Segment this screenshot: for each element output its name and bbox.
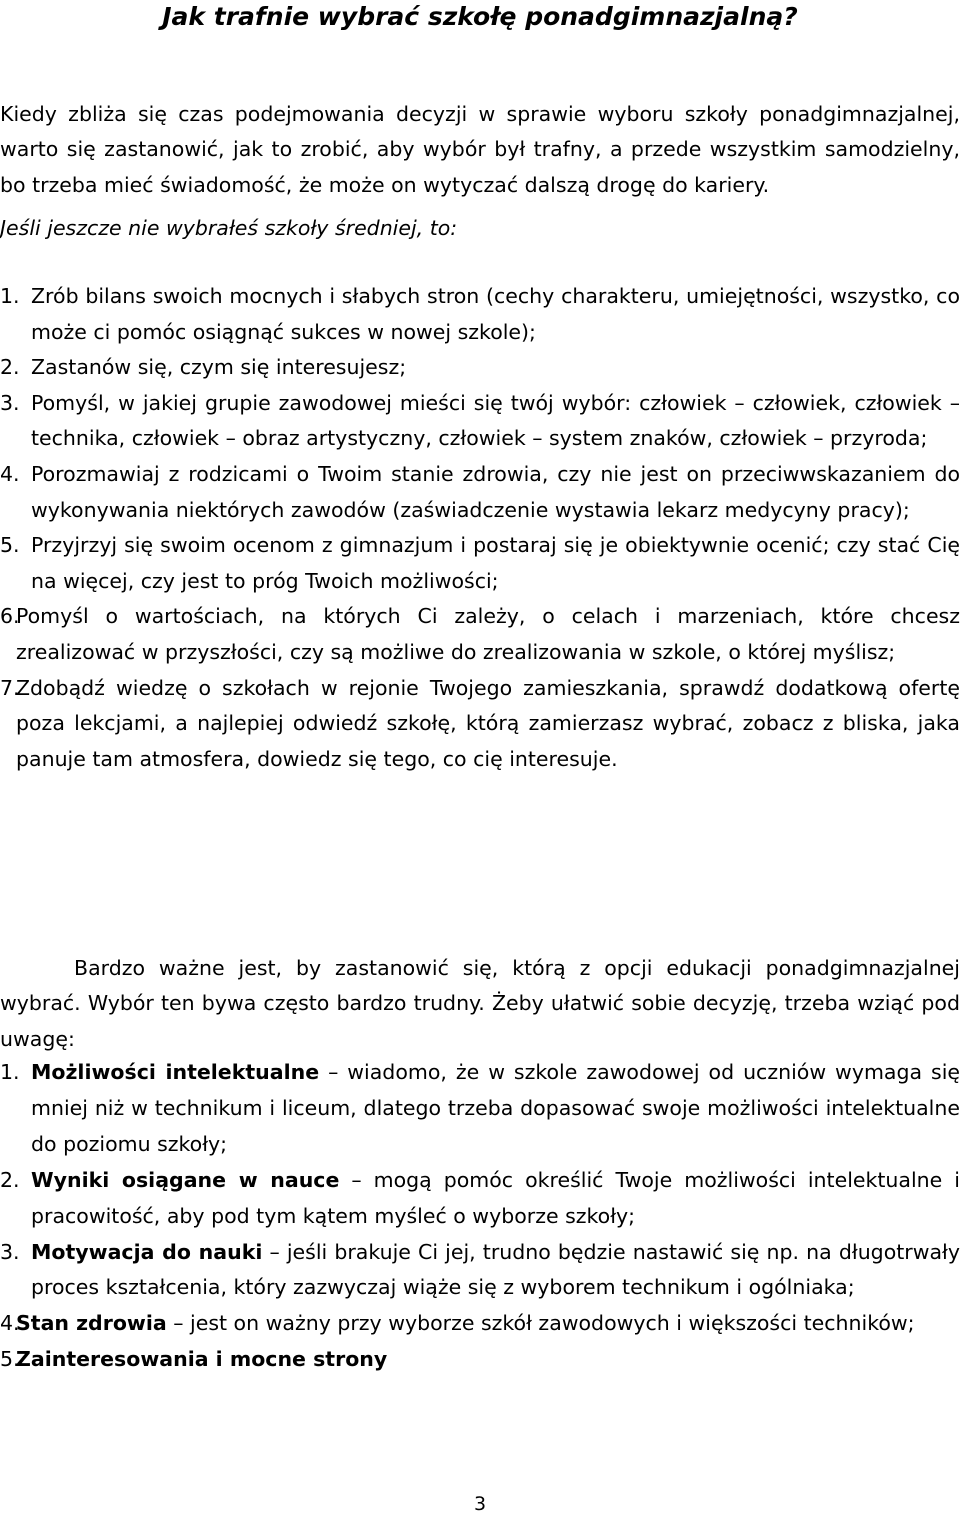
intro-paragraph: Kiedy zbliża się czas podejmowania decyzji w sprawie wyboru szkoły ponadgimnazjalnej, warto się zastanowić, jak to zrobić, aby wybór był trafny, a przede wszystkim samodzielny, bo trzeba mieć świadomość, że może on wytyczać dalszą drogę do kariery.: [0, 102, 960, 197]
list-item-text: Zrób bilans swoich mocnych i słabych stron (cechy charakteru, umiejętności, wszystko, co może ci pomóc osiągnąć sukces w nowej szkole);: [31, 284, 960, 344]
list-item: [0, 1306, 960, 1342]
list-item-text: Pomyśl, w jakiej grupie zawodowej mieści się twój wybór: człowiek – człowiek, człowiek – technika, człowiek – obraz artystyczny, człowiek – system znaków, człowiek – przyroda;: [31, 390, 960, 451]
list-item-heading: Zainteresowania i mocne strony: [16, 1347, 388, 1372]
steps-list: [0, 279, 960, 777]
list-item-heading: Wyniki osiągane w nauce: [31, 1167, 340, 1192]
list-item: [0, 1055, 960, 1163]
list-item: [0, 599, 960, 670]
list-item-text: – jeśli brakuje Ci jej, trudno będzie nastawić się np. na długotrwały proces kształcenia, który zazwyczaj wiąże się z wyborem technikum i ogólniaka;: [31, 1239, 960, 1300]
list-item-text: Przyjrzyj się swoim ocenom z gimnazjum i postaraj się je obiektywnie ocenić; czy stać Cię na więcej, czy jest to próg Twoich możliwości;: [31, 533, 960, 593]
list-item: [0, 671, 960, 778]
list-item-number: 3.: [0, 1239, 20, 1264]
list-item-heading: Stan zdrowia: [16, 1311, 167, 1336]
list-item-number: 3.: [0, 390, 20, 415]
list-item-number: 4.: [0, 1311, 20, 1336]
list-item-number: 6.: [0, 604, 20, 629]
list-item-number: 1.: [0, 284, 20, 308]
list-item-heading: Możliwości intelektualne: [31, 1060, 320, 1084]
page-number: 3: [473, 1493, 487, 1515]
document-title: Jak trafnie wybrać szkołę ponadgimnazjalną?: [162, 2, 798, 31]
list-item: [0, 386, 960, 457]
list-item-text: Porozmawiaj z rodzicami o Twoim stanie zdrowia, czy nie jest on przeciwwskazaniem do wykonywania niektórych zawodów (zaświadczenie wystawia lekarz medycyny pracy);: [31, 461, 960, 522]
considerations-paragraph: Bardzo ważne jest, by zastanowić się, którą z opcji edukacji ponadgimnazjalnej wybrać. Wybór ten bywa często bardzo trudny. Żeby ułatwić sobie decyzję, trzeba wziąć pod uwagę:: [0, 956, 960, 1051]
list-item: [0, 528, 960, 599]
list-item-text: Zastanów się, czym się interesujesz;: [31, 355, 407, 380]
list-item-number: 2.: [0, 355, 20, 380]
list-item-number: 5.: [0, 1347, 20, 1372]
list-item: [0, 279, 960, 350]
list-item-text: – wiadomo, że w szkole zawodowej od uczniów wymaga się mniej niż w technikum i liceum, dlatego trzeba dopasować swoje możliwości intelektualne do poziomu szkoły;: [31, 1060, 960, 1156]
list-item-number: 7.: [0, 675, 20, 700]
list-item-number: 5.: [0, 533, 20, 558]
list-item: [0, 1163, 960, 1235]
list-item: [0, 1235, 960, 1307]
list-item-text: – jest on ważny przy wyborze szkół zawodowych i większości techników;: [166, 1311, 915, 1336]
list-item-number: 4.: [0, 461, 20, 486]
list-item-text: Pomyśl o wartościach, na których Ci zależy, o celach i marzeniach, które chcesz zrealizować w przyszłości, czy są możliwe do zrealizowania w szkole, o której myślisz;: [16, 604, 960, 664]
list-item-text: – mogą pomóc określić Twoje możliwości intelektualne i pracowitość, aby pod tym kątem myśleć o wyborze szkoły;: [31, 1167, 960, 1228]
list-item-number: 1.: [0, 1060, 20, 1084]
list-item-heading: Motywacja do nauki: [31, 1239, 263, 1264]
list-item-text: Zdobądź wiedzę o szkołach w rejonie Twojego zamieszkania, sprawdź dodatkową ofertę poza lekcjami, a najlepiej odwiedź szkołę, którą zamierzasz wybrać, zobacz z bliska, jaka panuje tam atmosfera, dowiedz się tego, co cię interesuje.: [16, 675, 960, 771]
list-intro-text: Jeśli jeszcze nie wybrałeś szkoły średniej, to:: [0, 216, 458, 240]
list-item: [0, 1342, 960, 1378]
list-item: [0, 350, 960, 386]
considerations-list: [0, 1055, 960, 1378]
list-item-number: 2.: [0, 1167, 20, 1192]
list-item: [0, 457, 960, 528]
